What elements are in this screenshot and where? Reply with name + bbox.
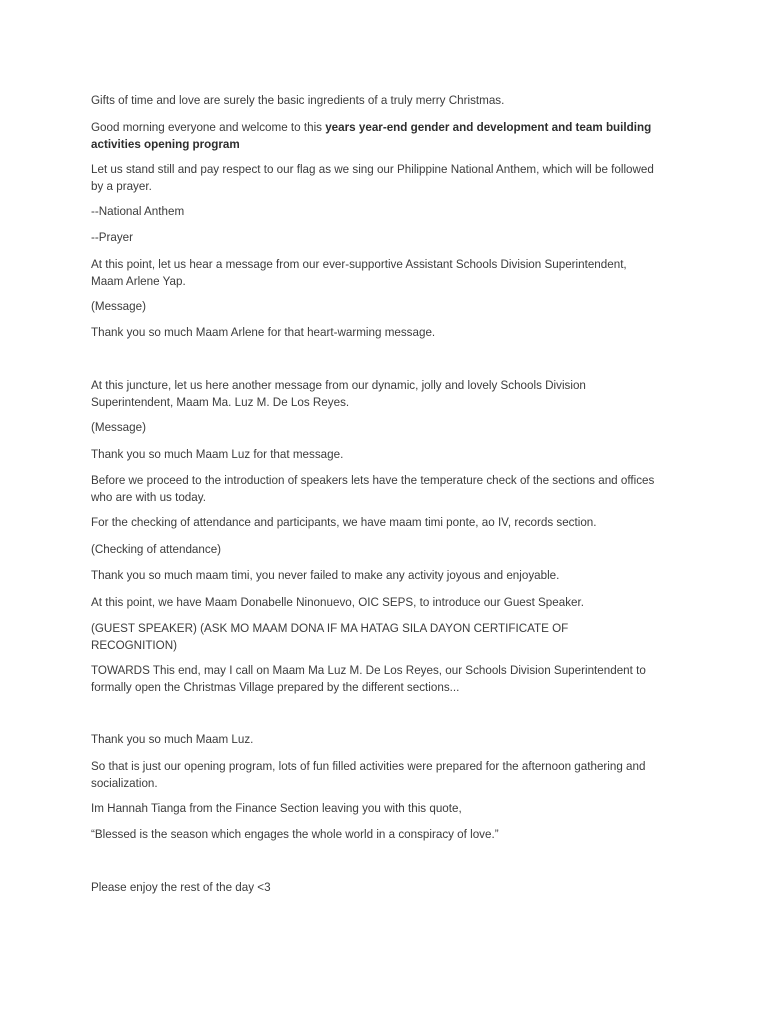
paragraph-thanks-timi: Thank you so much maam timi, you never failed to make any activity joyous and enjoyable. (91, 568, 560, 582)
paragraph-flag: Let us stand still and pay respect to our flag as we sing our Philippine National Anthem, which will be followed by a prayer. (91, 162, 654, 193)
paragraph-guest-speaker: (GUEST SPEAKER) (ASK MO MAAM DONA IF MA HATAG SILA DAYON CERTIFICATE OF RECOGNITION) (91, 621, 569, 652)
paragraph-thanks-luz-2: Thank you so much Maam Luz. (91, 732, 254, 746)
paragraph-asds-intro: At this point, let us hear a message from our ever-supportive Assistant Schools Division Superintendent, Maam Arlene Yap. (91, 257, 627, 288)
paragraph-temperature-check: Before we proceed to the introduction of speakers lets have the temperature check of the sections and offices who are with us today. (91, 473, 655, 504)
paragraph-opening-quote: Gifts of time and love are surely the basic ingredients of a truly merry Christmas. (91, 93, 505, 107)
paragraph-message-2: (Message) (91, 420, 146, 434)
paragraph-prayer: --Prayer (91, 230, 134, 244)
paragraph-attendance: For the checking of attendance and participants, we have maam timi ponte, ao IV, records section. (91, 515, 597, 529)
paragraph-thanks-arlene: Thank you so much Maam Arlene for that heart-warming message. (91, 325, 436, 339)
paragraph-host-intro: Im Hannah Tianga from the Finance Section leaving you with this quote, (91, 801, 462, 815)
program-title: years year-end gender and development and team building activities opening program (91, 120, 652, 151)
paragraph-quote: “Blessed is the season which engages the whole world in a conspiracy of love.” (91, 827, 499, 841)
paragraph-national-anthem: --National Anthem (91, 204, 185, 218)
paragraph-sds-intro: At this juncture, let us here another message from our dynamic, jolly and lovely Schools Division Superintendent, Maam Ma. Luz M. De Los Reyes. (91, 378, 586, 409)
paragraph-thanks-luz: Thank you so much Maam Luz for that message. (91, 447, 344, 461)
paragraph-farewell: Please enjoy the rest of the day <3 (91, 880, 271, 894)
paragraph-closing-program: So that is just our opening program, lots of fun filled activities were prepared for the afternoon gathering and socialization. (91, 759, 646, 790)
paragraph-message-1: (Message) (91, 299, 146, 313)
paragraph-welcome: Good morning everyone and welcome to this years year-end gender and development and team building activities opening program (91, 120, 652, 151)
paragraph-checking-attendance: (Checking of attendance) (91, 542, 222, 556)
paragraph-guest-intro: At this point, we have Maam Donabelle Ninonuevo, OIC SEPS, to introduce our Guest Speaker. (91, 595, 584, 609)
paragraph-christmas-village: TOWARDS This end, may I call on Maam Ma Luz M. De Los Reyes, our Schools Division Superintendent to formally open the Christmas Village prepared by the different sections... (91, 663, 646, 694)
